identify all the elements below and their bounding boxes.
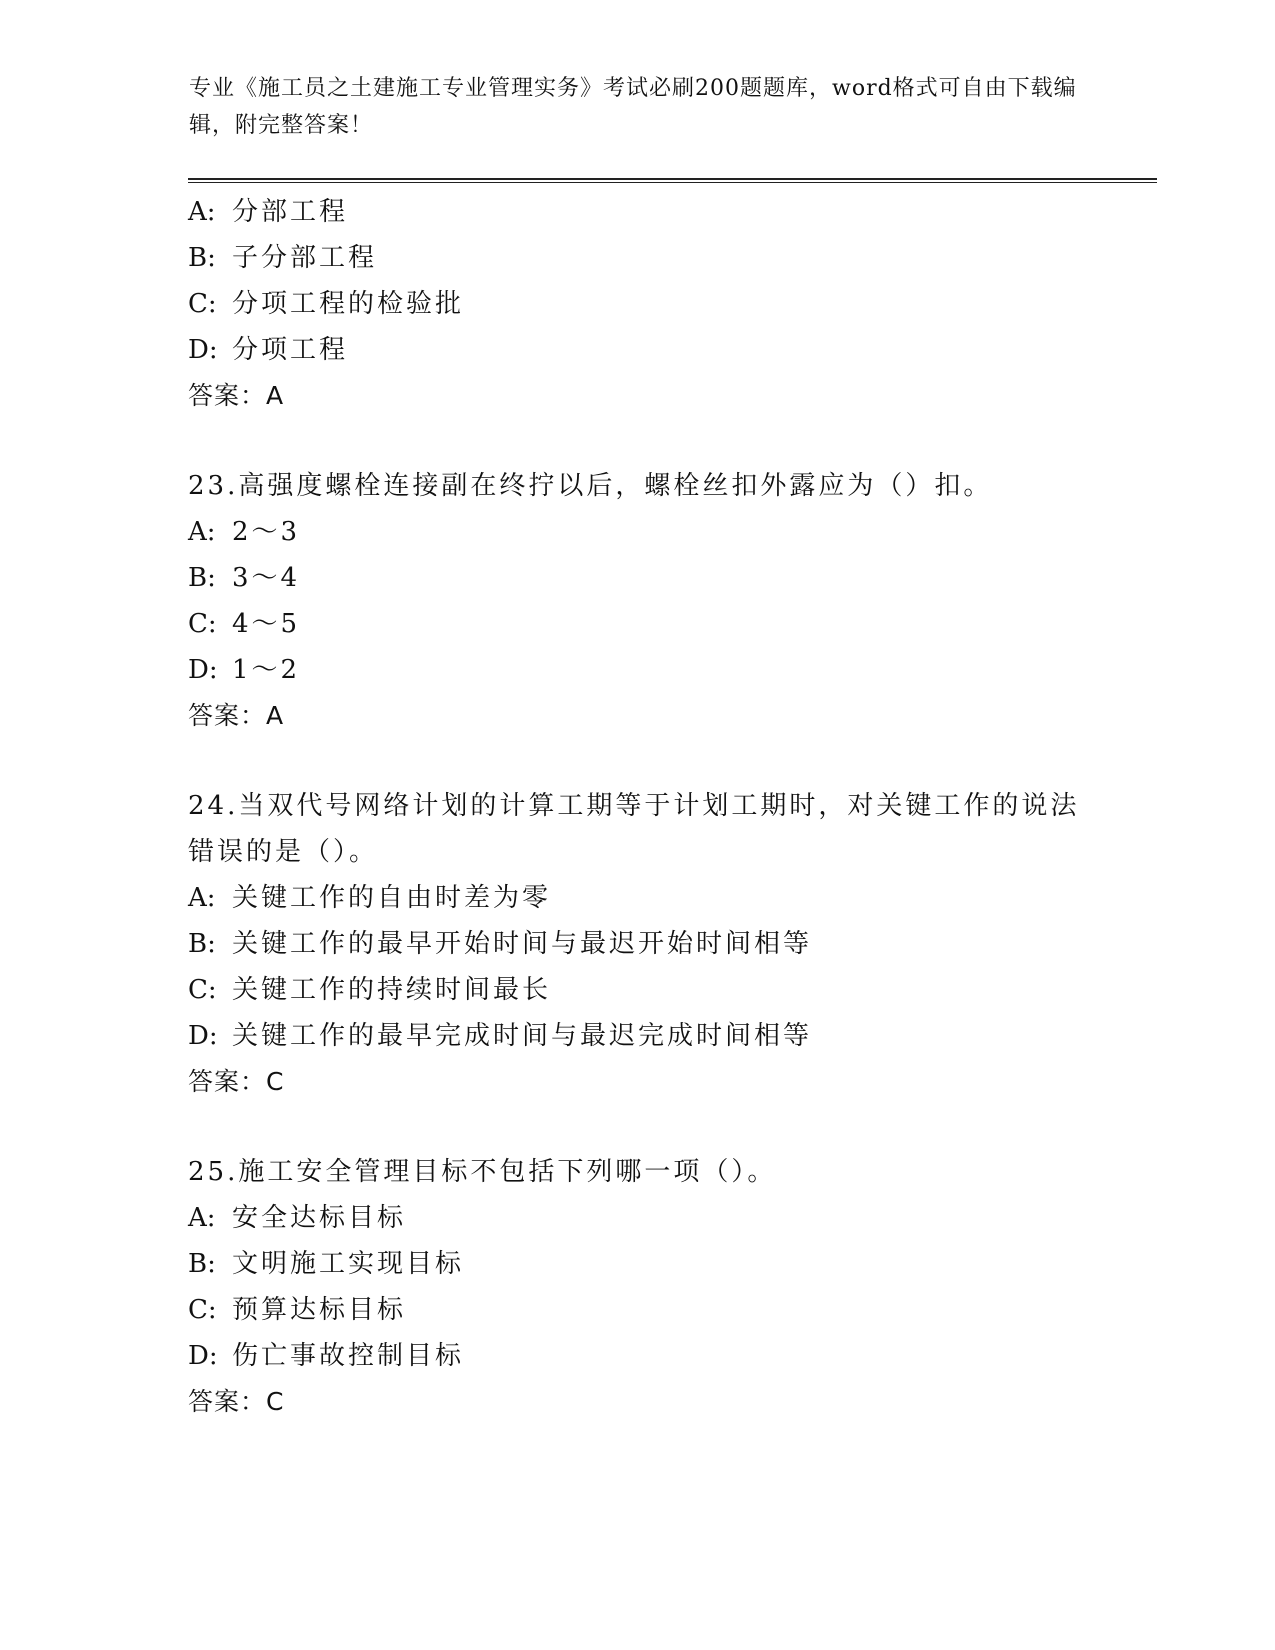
option-d bbox=[188, 647, 1148, 693]
option-text: 预算达标目标 bbox=[232, 1295, 407, 1325]
option-text: 安全达标目标 bbox=[232, 1203, 407, 1233]
option-text: 2～3 bbox=[232, 517, 301, 547]
option-d bbox=[188, 1013, 1148, 1059]
option-a bbox=[188, 509, 1148, 555]
question-stem-continued: 错误的是（）。 bbox=[188, 837, 379, 867]
question-stem: 24.当双代号网络计划的计算工期等于计划工期时，对关键工作的说法 bbox=[188, 791, 1080, 821]
option-label: D: bbox=[188, 655, 218, 685]
option-text: 1～2 bbox=[232, 655, 301, 685]
option-text: 分项工程 bbox=[232, 335, 349, 365]
option-label: C: bbox=[188, 1295, 217, 1325]
option-c bbox=[188, 1287, 1148, 1333]
question-list bbox=[188, 189, 1148, 1425]
option-label: B: bbox=[188, 929, 216, 959]
option-d bbox=[188, 327, 1148, 373]
document-header: 专业《施工员之土建施工专业管理实务》考试必刷200题题库，word格式可自由下载编辑，附完整答案！ bbox=[189, 76, 1077, 138]
option-d bbox=[188, 1333, 1148, 1379]
option-label: B: bbox=[188, 243, 216, 273]
option-label: C: bbox=[188, 609, 217, 639]
spacer bbox=[188, 1105, 1148, 1149]
option-label: A: bbox=[188, 883, 216, 913]
option-a bbox=[188, 189, 1148, 235]
option-text: 关键工作的最早开始时间与最迟开始时间相等 bbox=[232, 929, 813, 959]
option-b bbox=[188, 555, 1148, 601]
option-c bbox=[188, 967, 1148, 1013]
option-a bbox=[188, 1195, 1148, 1241]
option-label: D: bbox=[188, 1341, 218, 1371]
question-stem: 25.施工安全管理目标不包括下列哪一项（）。 bbox=[188, 1157, 777, 1187]
answer-line: 答案：A bbox=[188, 381, 285, 410]
question-22-continued bbox=[188, 189, 1148, 419]
question-24 bbox=[188, 783, 1148, 1105]
option-label: D: bbox=[188, 335, 218, 365]
option-text: 关键工作的自由时差为零 bbox=[232, 883, 552, 913]
option-text: 分项工程的检验批 bbox=[232, 289, 465, 319]
question-stem: 23.高强度螺栓连接副在终拧以后，螺栓丝扣外露应为（）扣。 bbox=[188, 471, 993, 501]
option-b bbox=[188, 235, 1148, 281]
option-c bbox=[188, 281, 1148, 327]
answer-line: 答案：C bbox=[188, 1387, 285, 1416]
option-label: C: bbox=[188, 289, 217, 319]
answer-line: 答案：C bbox=[188, 1067, 285, 1096]
spacer bbox=[188, 739, 1148, 783]
option-label: B: bbox=[188, 1249, 216, 1279]
option-text: 关键工作的最早完成时间与最迟完成时间相等 bbox=[232, 1021, 813, 1051]
option-a bbox=[188, 875, 1148, 921]
question-25 bbox=[188, 1149, 1148, 1425]
option-text: 4～5 bbox=[232, 609, 301, 639]
option-label: A: bbox=[188, 1203, 216, 1233]
spacer bbox=[188, 419, 1148, 463]
option-text: 伤亡事故控制目标 bbox=[232, 1341, 465, 1371]
option-text: 3～4 bbox=[232, 563, 301, 593]
option-c bbox=[188, 601, 1148, 647]
option-label: B: bbox=[188, 563, 216, 593]
option-label: A: bbox=[188, 517, 216, 547]
option-text: 子分部工程 bbox=[232, 243, 378, 273]
option-b bbox=[188, 1241, 1148, 1287]
question-23 bbox=[188, 463, 1148, 739]
option-label: C: bbox=[188, 975, 217, 1005]
option-text: 文明施工实现目标 bbox=[232, 1249, 465, 1279]
answer-line: 答案：A bbox=[188, 701, 285, 730]
option-label: A: bbox=[188, 197, 216, 227]
option-b bbox=[188, 921, 1148, 967]
option-text: 关键工作的持续时间最长 bbox=[232, 975, 552, 1005]
option-text: 分部工程 bbox=[232, 197, 349, 227]
header-divider bbox=[188, 178, 1157, 183]
option-label: D: bbox=[188, 1021, 218, 1051]
